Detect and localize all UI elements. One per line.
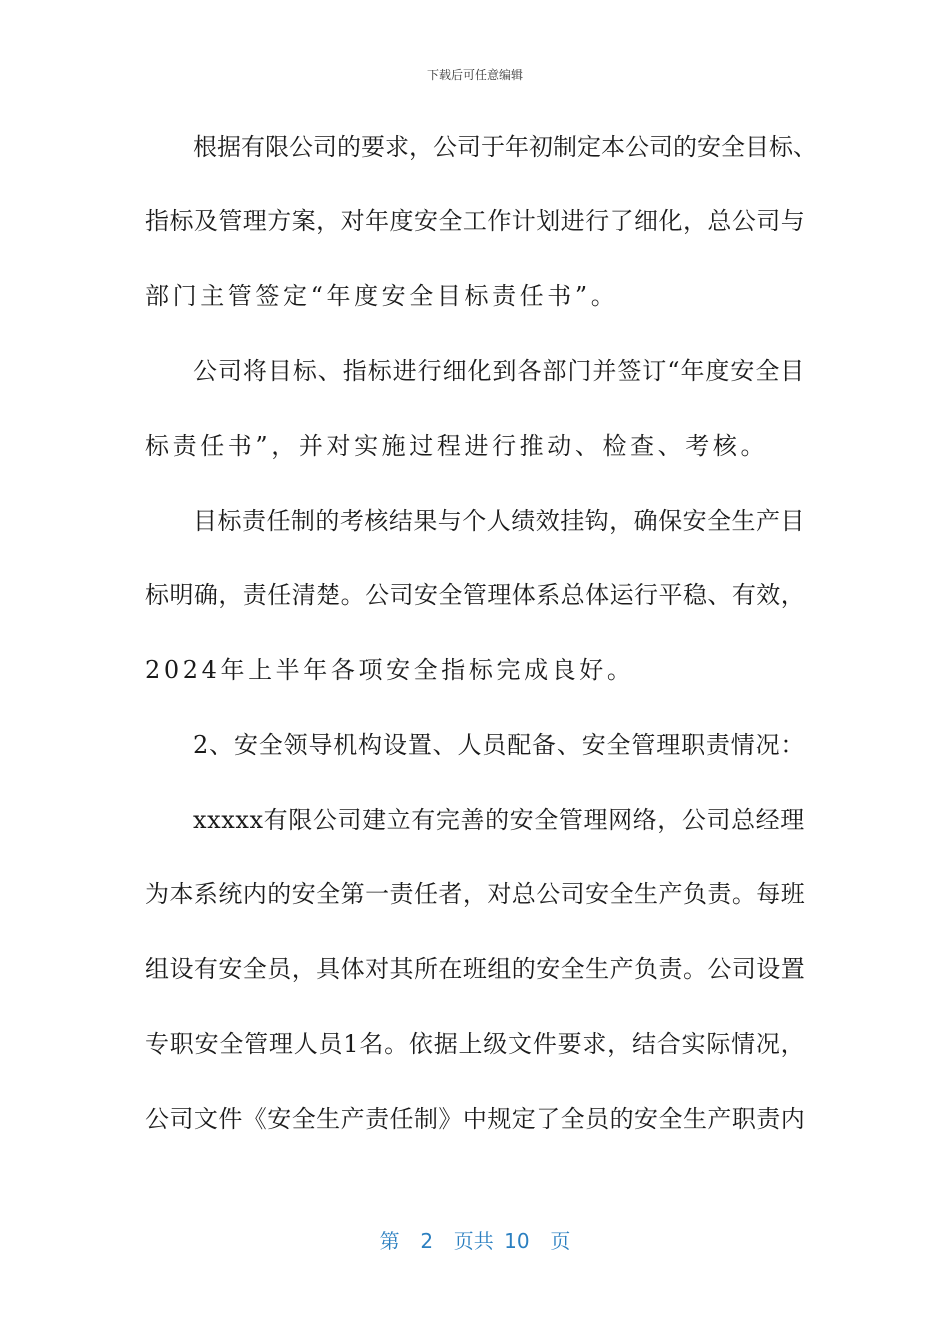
text-line: 公司文件《安全生产责任制》中规定了全员的安全生产职责内 [145, 1105, 806, 1133]
text-line: 公司将目标、指标进行细化到各部门并签订“年度安全目 [193, 357, 806, 385]
text-line: 2024年上半年各项安全指标完成良好。 [145, 656, 635, 684]
text-line: 组设有安全员，具体对其所在班组的安全生产负责。公司设置 [145, 955, 806, 983]
text-line: 根据有限公司的要求，公司于年初制定本公司的安全目标、 [193, 133, 817, 161]
page-number-footer: 第 2 页共 10 页 [379, 1229, 571, 1253]
section-heading: 2、安全领导机构设置、人员配备、安全管理职责情况： [193, 731, 806, 759]
text-line: 标责任书”，并对实施过程进行推动、检查、考核。 [145, 432, 769, 460]
text-line: 标明确，责任清楚。公司安全管理体系总体运行平稳、有效， [145, 581, 806, 609]
page-header: 下载后可任意编辑 [426, 68, 523, 82]
text-line: 目标责任制的考核结果与个人绩效挂钩，确保安全生产目 [193, 507, 805, 535]
text-line: 指标及管理方案，对年度安全工作计划进行了细化，总公司与 [145, 207, 806, 235]
text-line: 部门主管签定“年度安全目标责任书”。 [145, 282, 619, 310]
text-line: 为本系统内的安全第一责任者，对总公司安全生产负责。每班 [145, 880, 806, 908]
text-line: 专职安全管理人员1名。依据上级文件要求，结合实际情况， [145, 1030, 806, 1058]
text-line: xxxxx有限公司建立有完善的安全管理网络，公司总经理 [193, 806, 805, 834]
